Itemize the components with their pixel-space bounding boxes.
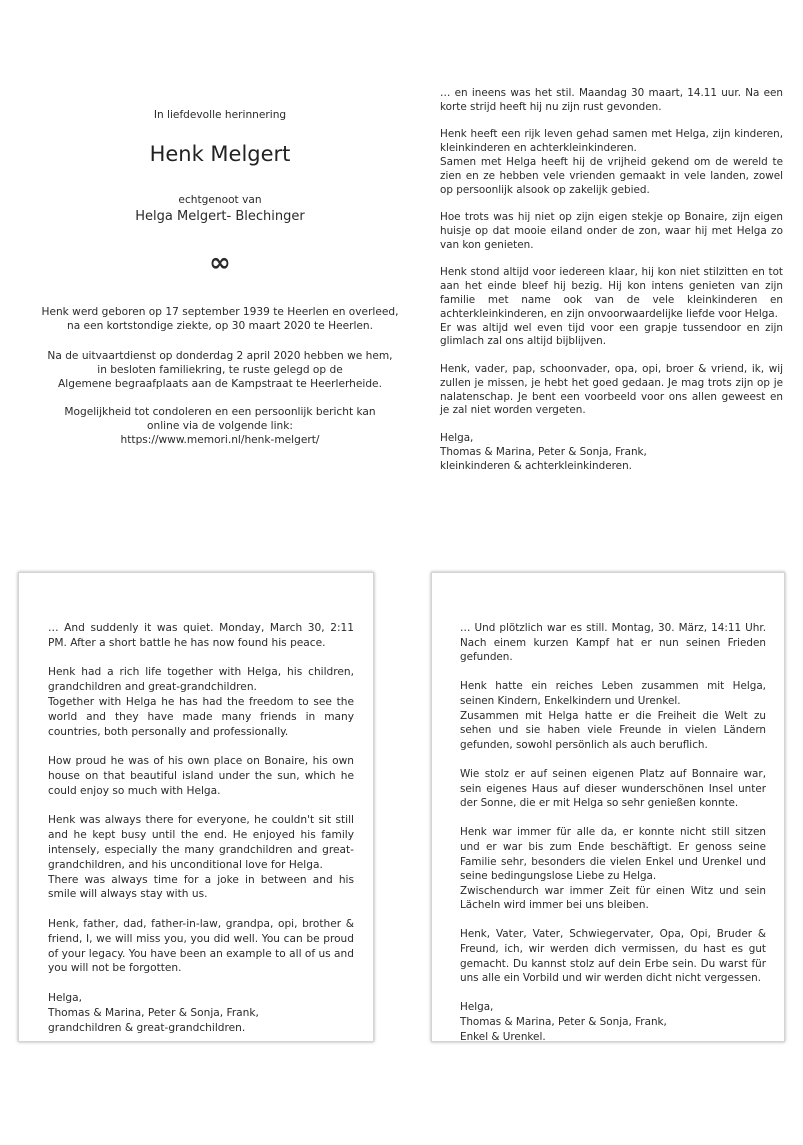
signature-line: Thomas & Marina, Peter & Sonja, Frank, [460,1016,667,1029]
paragraph: Together with Helga he has had the freedom to see the world and they have made many friends in many countries, both personally and professionally. [48,695,354,738]
paragraph: Henk, Vater, Vater, Schwiegervater, Opa, Opi, Bruder & Freund, ich, wir werden dich vermissen, du hast es gut gemacht. Du kannst stolz auf dein Erbe sein. Du warst für uns alle ein Vorbild und wir werden dicht nicht vergessen. [460,928,766,985]
paragraph: Henk stond altijd voor iedereen klaar, hij kon niet stilzitten en tot aan het einde bleef hij bezig. Hij kon intens genieten van zijn familie met name ook van de vele kleinkinderen en achterkleinkinderen, en zijn onvoorwaardelijke liefde voor Helga. [440,266,783,320]
funeral-paragraph [30,349,410,391]
english-tribute-text [48,621,354,1035]
paragraph: … And suddenly it was quiet. Monday, March 30, 2:11 PM. After a short battle he has now found his peace. [48,622,354,649]
paragraph: There was always time for a joke in between and his smile will always stay with us. [48,873,354,901]
signature-line: Helga, [48,991,83,1004]
paragraph: Wie stolz er auf seinen eigenen Platz auf Bonnaire war, sein eigenes Haus auf dieser wunderschönen Insel unter der Sonne, die er mit Helga so sehr genießen konnte. [460,767,766,810]
paragraph: Er was altijd wel even tijd voor een grapje tussendoor en zijn glimlach zal ons altijd bijblijven. [440,321,783,348]
paragraph: Henk war immer für alle da, er konnte nicht still sitzen und er war bis zum Ende beschäftigt. Er genoss seine Familie sehr, besonders die vielen Enkel und Urenkel und seine bedingungslose Liebe zu Helga. [460,826,766,883]
intro-line: In liefdevolle herinnering [153,109,287,121]
text-line: Algemene begraafplaats aan de Kampstraat te Heerlerheide. [58,378,382,390]
paragraph: Samen met Helga heeft hij de vrijheid gekend om de wereld te zien en ze hebben vele vrienden gemaakt in vele landen, zowel op persoonlijk alsook op zakelijk gebied. [440,155,783,196]
signature-line: Thomas & Marina, Peter & Sonja, Frank, [440,445,647,458]
spouse-name: Helga Melgert- Blechinger [135,209,305,224]
text-line: Na de uitvaartdienst op donderdag 2 april 2020 hebben we hem, [47,350,393,362]
deceased-name: Henk Melgert [149,142,291,166]
signature-line: grandchildren & great-grandchildren. [48,1021,246,1034]
birth-death-paragraph [30,305,410,333]
german-tribute-text [460,621,766,1044]
condolence-link[interactable]: https://www.memori.nl/henk-melgert/ [120,434,320,446]
paragraph: Henk was always there for everyone, he couldn't sit still and he kept busy until the end. He enjoyed his family intensely, especially the many grandchildren and great-grandchildren, and his unconditional love for Helga. [48,814,354,871]
text-line: online via de volgende link: [147,420,293,432]
text-line: na een kortstondige ziekte, op 30 maart 2020 te Heerlen. [66,320,373,332]
text-line: Mogelijkheid tot condoleren en een persoonlijk bericht kan [64,406,376,418]
signature-line: Enkel & Urenkel. [460,1030,546,1043]
paragraph: Henk heeft een rijk leven gehad samen met Helga, zijn kinderen, kleinkinderen en achterkleinkinderen. [440,128,783,155]
paragraph: … en ineens was het stil. Maandag 30 maart, 14.11 uur. Na een korte strijd heeft hij nu zijn rust gevonden. [440,87,783,113]
paragraph: Zwischendurch war immer Zeit für einen Witz und sein Lächeln wird immer bei uns bleiben. [460,884,766,912]
signature-line: Helga, [460,1001,494,1014]
paragraph: Henk had a rich life together with Helga, his children, grandchildren and great-grandchildren. [48,666,354,694]
spouse-label: echtgenoot van [178,194,262,206]
signature-line: Thomas & Marina, Peter & Sonja, Frank, [48,1006,259,1019]
text-line: Henk werd geboren op 17 september 1939 te Heerlen en overleed, [41,306,399,318]
signature-line: Helga, [440,431,474,444]
paragraph: … Und plötzlich war es still. Montag, 30. März, 14:11 Uhr. Nach einem kurzen Kampf hat er nun seinen Frieden gefunden. [460,622,766,664]
condolence-paragraph [30,405,410,447]
paragraph: Henk, father, dad, father-in-law, grandpa, opi, brother & friend, I, we will miss you, you did well. You can be proud of your legacy. You have been an example to all of us and you will not be forgotten. [48,917,354,975]
english-card [18,572,374,1042]
german-card [431,572,785,1042]
signature-line: kleinkinderen & achterkleinkinderen. [440,459,632,472]
dutch-tribute-text [440,87,783,473]
text-line: in besloten familiekring, te ruste gelegd op de [97,364,343,376]
paragraph: Henk hatte ein reiches Leben zusammen mit Helga, seinen Kindern, Enkelkindern und Urenkel. [460,680,766,707]
infinity-icon: ∞ [209,248,231,278]
paragraph: Hoe trots was hij niet op zijn eigen stekje op Bonaire, zijn eigen huisje op dat mooie eiland onder de zon, waar hij met Helga zo van kon genieten. [440,211,783,251]
paragraph: Henk, vader, pap, schoonvader, opa, opi, broer & vriend, ik, wij zullen je missen, je hebt het goed gedaan. Je mag trots zijn op je nalatenschap. Je bent een voorbeeld voor ons allen geweest en je zal niet worden vergeten. [440,362,783,417]
paragraph: How proud he was of his own place on Bonaire, his own house on that beautiful island under the sun, which he could enjoy so much with Helga. [48,755,354,797]
dutch-memorial-card [0,0,803,560]
paragraph: Zusammen mit Helga hatte er die Freiheit die Welt zu sehen und sie haben viele Freunde in vielen Ländern gefunden, sowohl persönlich als auch beruflich. [460,709,766,751]
